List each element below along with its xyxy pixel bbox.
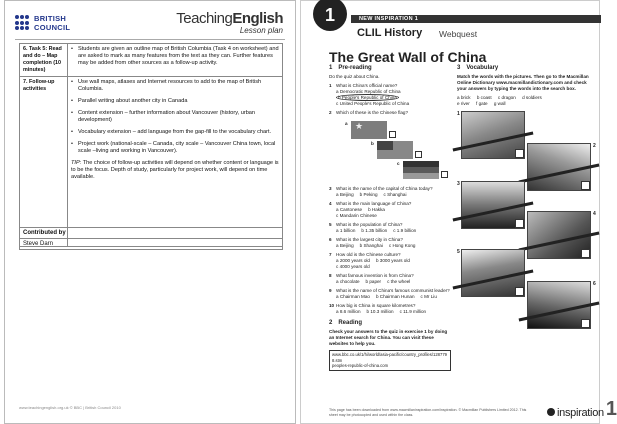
answer-option: a Beijing (336, 192, 354, 197)
answer-option: a Beijing (336, 243, 354, 248)
answer-option: a Democratic Republic of China (336, 89, 401, 94)
teaching-english-logo (176, 11, 283, 35)
te-logo-part-a: Teaching (176, 10, 233, 27)
flag-label: b (371, 141, 374, 146)
answer-option: a Chairman Mao (336, 294, 370, 299)
china-flag-icon (351, 121, 387, 139)
list-item: • Use wall maps, atlases and Internet resources to add to the map of British Columbia. (71, 79, 279, 93)
answer-option: b Shanghai (359, 243, 383, 248)
word-item: a brick (457, 95, 471, 100)
taiwan-flag-icon (377, 141, 413, 159)
question-text: How big is China in square kilometres? (336, 303, 416, 308)
answer-option: c 11.9 million (399, 309, 427, 314)
list-item: • Content extension – further information about Vancouver (history, urban development) (71, 110, 279, 124)
striped-flag-icon (403, 161, 439, 179)
word-item: f gate (476, 101, 488, 106)
answer-option: c 4000 years old (336, 264, 370, 269)
section-heading (457, 65, 593, 71)
answer-checkbox[interactable] (441, 171, 448, 178)
question-number: 6 (329, 237, 332, 242)
instruction: Match the words with the pictures. Then go to the Macmillan Online Dictionary www.macmillandictionary.com and check your answers by typing the words into the search box. (457, 74, 589, 91)
question-number: 5 (329, 222, 332, 227)
vocabulary-photos (457, 111, 596, 361)
question-text: What is the name of China's famous communist leader? (336, 288, 450, 293)
section-title: Pre-reading (338, 65, 372, 71)
word-item: g wall (493, 101, 506, 106)
unit-number: 1 (313, 0, 347, 31)
answer-option: c Mr Liu (420, 294, 437, 299)
question-number: 9 (329, 288, 332, 293)
word-item: b coast (476, 95, 492, 100)
website-links (329, 350, 451, 371)
section-number: 2 (329, 320, 333, 326)
series-label: NEW INSPIRATION 1 (359, 16, 419, 22)
webquest-page (300, 0, 617, 424)
website-link[interactable]: www.bbc.co.uk/1/hi/world/asia-pacific/country_profiles/1287798.stm (332, 352, 447, 363)
word-item: e river (457, 101, 470, 106)
list-item: • Students are given an outline map of British Columbia (Task 4 on worksheet) and are asked to mark as many features from the text as they can. Further features may be added from other sources as a follow-up activity. (71, 46, 279, 67)
answer-box[interactable] (515, 287, 524, 296)
section-number: 3 (457, 65, 461, 71)
question-number: 1 (329, 83, 332, 88)
answer-option: b 3000 years old (375, 258, 410, 263)
word-item: d soldiers (522, 95, 542, 100)
column-left (329, 65, 451, 371)
question-text: What famous invention is from China? (336, 273, 414, 278)
word-bank (457, 95, 593, 107)
question-number: 8 (329, 273, 332, 278)
right-footer: This page has been downloaded from www.macmillaninspiration.com/inspiration. © Macmillan Publishers Limited 2012. This sheet may be photocopied and used within the class. (329, 408, 527, 417)
quiz-question (329, 252, 451, 270)
inspiration-logo (547, 399, 617, 419)
te-logo-part-b: English (232, 10, 283, 27)
question-number: 7 (329, 252, 332, 257)
answer-option: b Peking (359, 192, 378, 197)
question-text: What is the largest city in China? (336, 237, 403, 242)
page-title: The Great Wall of China (329, 49, 487, 65)
type-label: Webquest (439, 29, 478, 39)
circled-answer: b People's Republic of China (338, 95, 397, 100)
answer-box[interactable] (581, 249, 590, 258)
section-heading (329, 65, 451, 71)
british-council-logo (15, 13, 75, 35)
photo-label: 6 (593, 281, 596, 287)
tip-text (71, 160, 279, 181)
question-text: Which of these is the Chinese flag? (336, 110, 409, 115)
quiz-question (329, 273, 451, 285)
tip-body: : The choice of follow-up activities will depend on whether content or language is to be the focus. Depth of study, particularly for project work, will depend on time available. (71, 160, 279, 180)
contributed-by-label: Contributed by (20, 228, 282, 239)
contributor-name: Steve Darn (23, 241, 54, 247)
row-key: 7. Follow-up activities (20, 77, 68, 247)
answer-option: c Shanghai (383, 192, 407, 197)
contributed-by-box (19, 227, 283, 250)
brand-dot-icon (547, 408, 555, 416)
photo-label: 2 (593, 143, 596, 149)
quiz-question (329, 186, 451, 198)
answer-option: c the wheel (387, 279, 411, 284)
quiz-question (329, 222, 451, 234)
te-logo-sub: Lesson plan (239, 26, 283, 35)
question-text: What is the population of China? (336, 222, 403, 227)
flag-options (343, 119, 451, 183)
photo-label: 5 (457, 249, 460, 255)
british-council-dots-icon (15, 15, 31, 31)
column-right (457, 65, 596, 361)
table-row (20, 77, 283, 247)
row-key: 6. Task 5: Read and do – Map completion (10 minutes) (20, 44, 68, 77)
instruction: Check your answers to the quiz in exercise 1 by doing an Internet search for China. You can visit these websites to help you. (329, 329, 448, 346)
lesson-plan-page (4, 0, 296, 424)
subject-label: CLIL History (357, 27, 423, 39)
answer-checkbox[interactable] (389, 131, 396, 138)
brand-number: 1 (605, 398, 617, 420)
lesson-plan-table (19, 43, 283, 247)
header-divider (15, 39, 285, 40)
quiz-question (329, 83, 451, 107)
question-text: What is the main language of China? (336, 201, 412, 206)
tip-label: TIP (71, 160, 80, 166)
british-council-logo-text: BRITISH COUNCIL (34, 14, 71, 32)
section-heading (329, 320, 451, 326)
answer-box[interactable] (581, 181, 590, 190)
photo-label: 1 (457, 111, 460, 117)
table-row (20, 44, 283, 77)
question-number: 2 (329, 110, 332, 115)
left-footer: www.teachingenglish.org.uk © BBC | British Council 2010 (19, 405, 121, 410)
answer-box[interactable] (515, 219, 524, 228)
question-text: What is China's official name? (336, 83, 398, 88)
quiz-question (329, 288, 451, 300)
question-text: What is the name of the capital of China today? (336, 186, 433, 191)
list-item: • Parallel writing about another city in Canada (71, 98, 279, 105)
question-number: 4 (329, 201, 332, 206)
section-title: Reading (338, 320, 363, 326)
quiz-question (329, 303, 451, 315)
answer-box[interactable] (515, 149, 524, 158)
quiz-question (329, 110, 451, 116)
row-content (68, 44, 283, 77)
answer-checkbox[interactable] (415, 151, 422, 158)
answer-option: b Hakka (368, 207, 385, 212)
section-title: Vocabulary (466, 65, 499, 71)
photo-label: 3 (457, 181, 460, 187)
section-number: 1 (329, 65, 333, 71)
answer-option: c 1.9 billion (393, 228, 417, 233)
answer-option: a 8.6 million (336, 309, 361, 314)
flag-label: a (345, 121, 348, 126)
answer-box[interactable] (581, 319, 590, 328)
answer-option: c United People's Republic of China (336, 101, 410, 106)
answer-option: a 1 billion (336, 228, 356, 233)
quiz-question (329, 237, 451, 249)
answer-option: b Chairman Hunan (375, 294, 415, 299)
answer-option: b 10.3 million (366, 309, 394, 314)
word-item: c dragon (497, 95, 516, 100)
list-item: • Vocabulary extension – add language from the gap-fill to the vocabulary chart. (71, 129, 279, 136)
question-number: 10 (329, 303, 335, 308)
photo-label: 4 (593, 211, 596, 217)
website-link[interactable]: peoples-republic-of-china.com (332, 363, 389, 368)
answer-option: b paper (365, 279, 382, 284)
flag-label: c (397, 161, 400, 166)
question-text: How old is the Chinese culture? (336, 252, 401, 257)
answer-option: b 1.35 billion (361, 228, 388, 233)
answer-option: c Mandarin Chinese (336, 213, 377, 218)
quiz-question (329, 201, 451, 219)
answer-option: a 2000 years old (336, 258, 370, 263)
answer-option: a Cantonese (336, 207, 363, 212)
instruction: Do the quiz about China. (329, 74, 380, 79)
question-number: 3 (329, 186, 332, 191)
row-content (68, 77, 283, 247)
answer-option: c Hong Kong (388, 243, 416, 248)
brand-word: inspiration (557, 407, 604, 419)
worksheet-header (301, 1, 601, 45)
answer-option: a chocolate (336, 279, 360, 284)
list-item: • Project work (national-scale – Canada, city scale – Vancouver China town, local scale –living and working in Vancouver). (71, 141, 279, 155)
